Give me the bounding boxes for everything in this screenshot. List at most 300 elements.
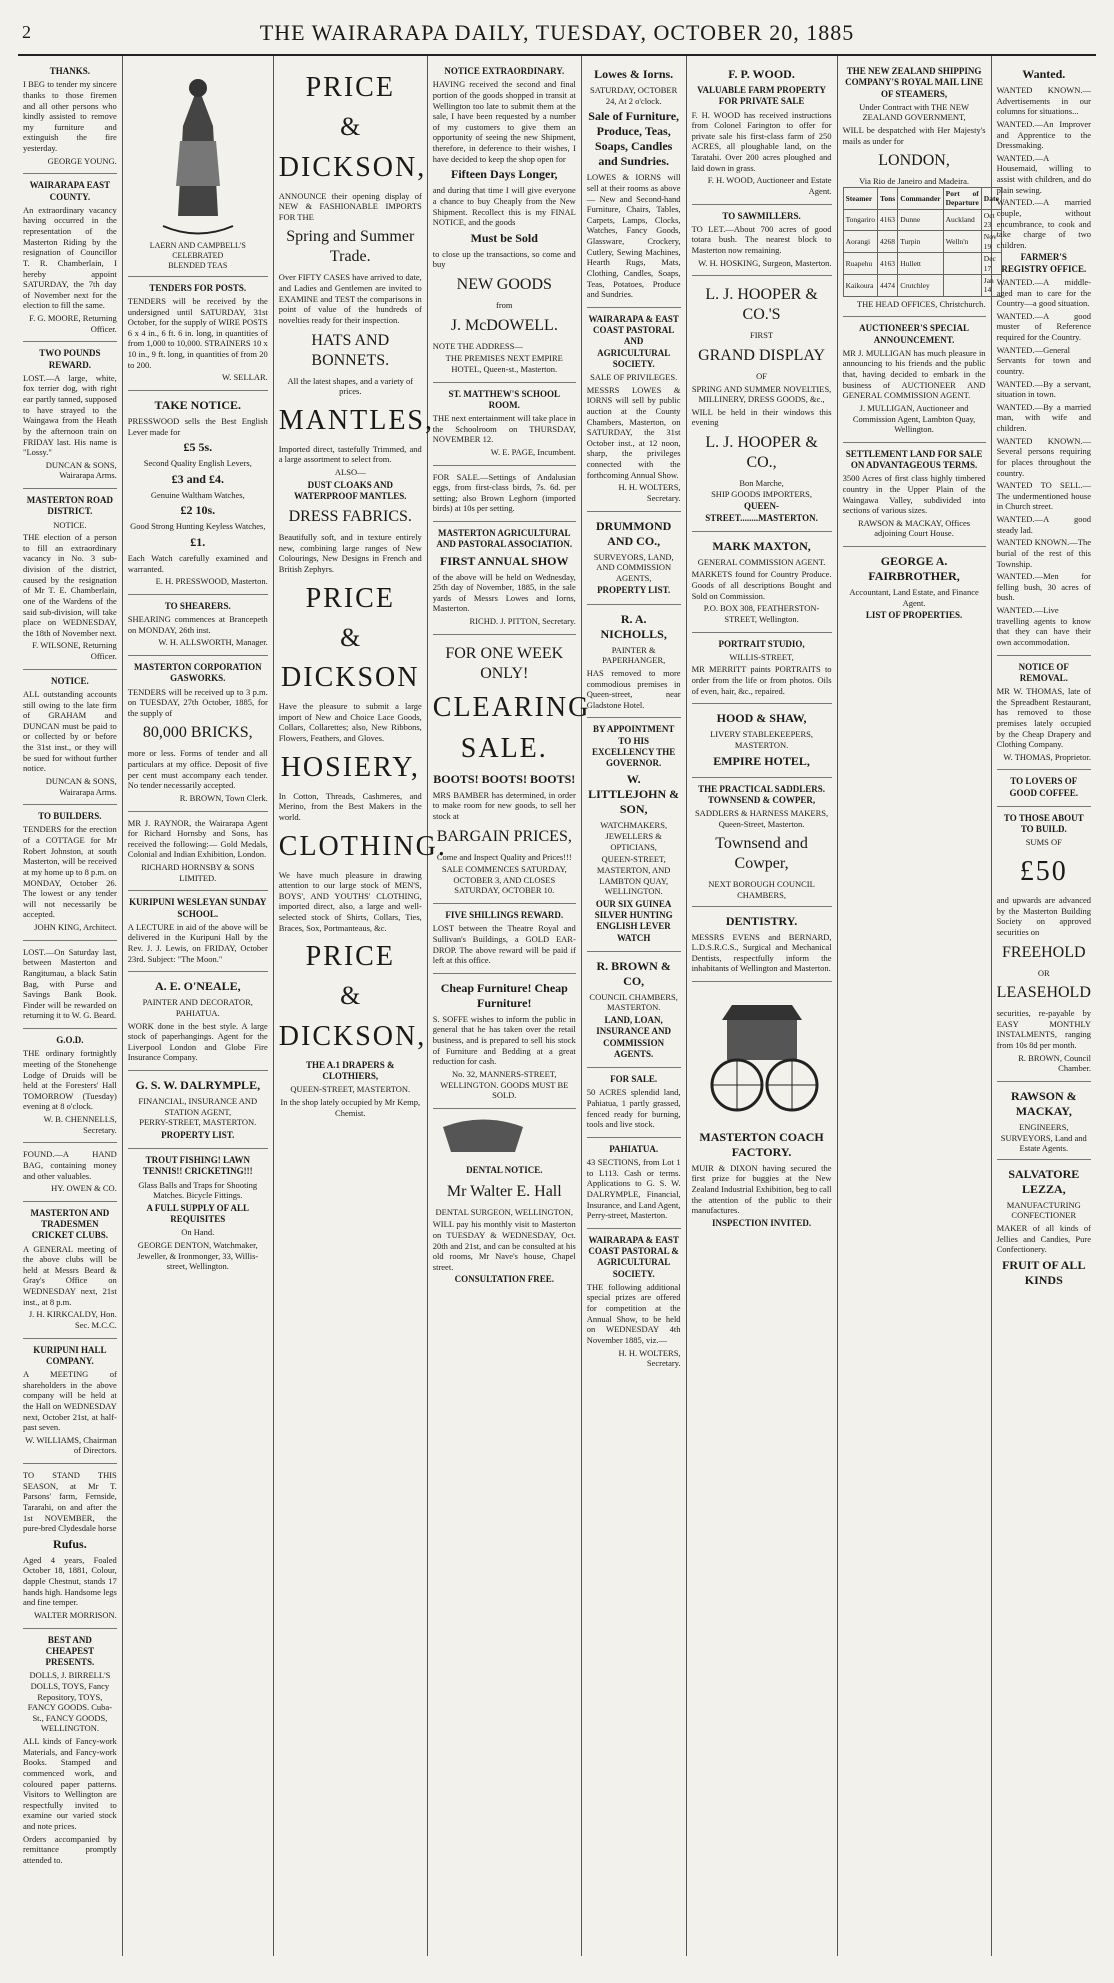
ad-heading: AUCTIONEER'S SPECIAL ANNOUNCEMENT. (859, 323, 969, 345)
ad-subheading: FINANCIAL, INSURANCE AND STATION AGENT, (138, 1096, 258, 1117)
schedule-cell: Auckland (943, 209, 981, 231)
display-line: DICKSON, (278, 151, 427, 183)
ad-signature: No. 32, MANNERS-STREET, WELLINGTON. GOODS MUST BE SOLD. (440, 1068, 569, 1101)
ad-subheading: Under Contract with THE NEW ZEALAND GOVERNMENT, (859, 101, 969, 123)
notice-ad (23, 670, 117, 806)
ad-body: Beautifully soft, and in texture entirely new, combining large ranges of New Colourings, New Designs in French and British Zephyrs. (278, 532, 422, 574)
take-notice-ad (128, 391, 268, 595)
ad-subheading: QUEEN-STREET, MASTERTON. (290, 1084, 411, 1095)
ad-body: Imported direct, tastefully Trimmed, and a large assortment to select from. (278, 443, 422, 465)
classified-item: WANTED KNOWN.—Advertisements in our columns for situations... (996, 85, 1091, 117)
ad-body: Second Quality English Levers, (143, 458, 252, 469)
nicholls-ad (587, 605, 681, 719)
ad-body: more or less. Forms of tender and all particulars at my office. Deposit of five per cent must accompany each tender. No tender necessarily accepted. (127, 748, 268, 791)
road-district-ad (23, 489, 117, 670)
column-2 (123, 56, 274, 1956)
ad-signature: WALTER MORRISON. (33, 1609, 117, 1620)
classified-item: WANTED.—By a servant, situation in town. (996, 378, 1091, 400)
ad-body: 3500 Acres of first class highly timbered country in the Upper Plain of the Waingawa Valley, subdivided into sections of various sizes. (842, 473, 986, 516)
ad-heading: THE A.1 DRAPERS & CLOTHIERS, (306, 1059, 395, 1081)
stud-ad (23, 1464, 117, 1629)
column-7 (838, 56, 999, 1956)
ad-heading: F. P. WOOD. (728, 67, 795, 81)
lowes-iorns-ad (587, 60, 681, 308)
ad-signature: F. H. WOOD, Auctioneer and Estate Agent. (707, 175, 832, 196)
ad-subheading: SALE OF PRIVILEGES. (590, 372, 678, 382)
display-line: & (340, 112, 361, 141)
hall-ad (23, 1339, 117, 1465)
coach-factory-ad (692, 982, 832, 1236)
ad-heading: SETTLEMENT LAND FOR SALE ON ADVANTAGEOUS TERMS. (845, 448, 983, 470)
ad-body: On Hand. (181, 1227, 215, 1238)
display-line: L. J. HOOPER & CO.'S (705, 286, 818, 324)
settlement-ad (843, 443, 986, 547)
ad-heading: MASTERTON AGRICULTURAL AND PASTORAL ASSOCIATION. (436, 528, 573, 550)
ad-signature: E. H. PRESSWOOD, Masterton. (155, 576, 268, 587)
display-line: Spring and Summer Trade. (286, 228, 415, 266)
ad-subheading: PAINTER AND DECORATOR, PAHIATUA. (142, 997, 253, 1018)
five-shillings-ad (433, 904, 576, 974)
ad-body: We have much pleasure in drawing attention to our large stock of MEN'S, BOYS', AND YOUTHS' CLOTHING, imported direct, also, a large and well-selected stock of Shirts, Collars, Ties, Braces, Sox, Portmanteaus, &c. (278, 869, 422, 933)
ad-heading: TO SHEARERS. (164, 600, 231, 611)
ad-footer: In the shop lately occupied by Mr Kemp, Chemist. (280, 1096, 421, 1118)
ad-body: THE PREMISES NEXT EMPIRE HOTEL, Queen-st., Masterton. (445, 353, 563, 374)
display-line: FREEHOLD (1002, 943, 1086, 961)
ad-signature: J. MULLIGAN, Auctioneer and Commission Agent, Lambton Quay, Wellington. (852, 402, 976, 435)
ad-subheading: MANUFACTURING CONFECTIONER (1006, 1199, 1081, 1221)
ad-heading: MARK MAXTON, (712, 538, 811, 553)
ad-signature: GEORGE DENTON, Watchmaker, Jeweller, & Ironmonger, 33, Willis-street, Wellington. (137, 1240, 259, 1272)
schedule-header-cell: Steamer (843, 187, 877, 209)
ad-heading: PAHIATUA. (609, 1143, 659, 1154)
dentistry-ad (692, 907, 832, 983)
logo-bottom-text: BLENDED TEAS (168, 260, 228, 270)
ad-footer: INSPECTION INVITED. (712, 1217, 812, 1228)
presents-ad (23, 1629, 117, 1873)
ad-heading: A. E. O'NEALE, (154, 979, 241, 994)
shipping-ad (842, 60, 999, 317)
ad-signature: W. H. HOSKING, Surgeon, Masterton. (698, 257, 832, 268)
schedule-cell: 4163 (878, 253, 898, 275)
ad-signature: DUNCAN & SONS, Wairarapa Arms. (45, 459, 117, 481)
lost-ad (23, 941, 117, 1029)
ad-body: MR J. RAYNOR, the Wairarapa Agent for Richard Hornsby and Sons, has received the following:— Gold Medals, Colonial and Indian Exhibition, London. (127, 817, 268, 860)
ad-body: All the latest shapes, and a variety of prices. (287, 375, 414, 397)
schedule-cell: Crutchley (898, 274, 943, 296)
ad-heading: TO SAWMILLERS. (722, 210, 801, 221)
ad-heading: LIST OF PROPERTIES. (865, 610, 963, 621)
display-line: NEW GOODS (456, 276, 552, 293)
schedule-cell: Oct 23 (981, 209, 1001, 231)
ad-body: THE election of a person to fill an extraordinary vacancy in No. 3 sub-division of the district, caused by the resignation of Mr T. E. Chamberlain, one of the Wardens of the said sub-division, will take place on WEDNESDAY, the 18th of November next. (23, 532, 117, 638)
ad-heading: Wanted. (1022, 67, 1066, 81)
ad-heading: Lowes & Iorns. (594, 67, 674, 81)
ad-subheading: DENTAL SURGEON, WELLINGTON, (435, 1206, 574, 1217)
ad-body: MESSRS LOWES & IORNS will sell by public auction at the County Chambers, Masterton, on SATURDAY, the 31st October inst., at 12 noon, sharp, the privileges connected with the forthcoming Annual Show. (586, 384, 681, 480)
littlejohn-ad (587, 718, 681, 951)
ad-heading: DENTAL NOTICE. (466, 1165, 543, 1176)
ad-body: THE following additional special prizes are offered for competition at the Annual Show, to be held on WEDNESDAY 4th November 1885, viz.— (586, 1281, 681, 1345)
tea-figure-logo (128, 66, 268, 236)
god-ad (23, 1029, 117, 1143)
ad-heading: KURIPUNI WESLEYAN SUNDAY SCHOOL. (129, 897, 267, 919)
ad-body: LOST between the Theatre Royal and Sullivan's Buildings, a GOLD EAR-DROP. The above reward will be paid if left at this office. (432, 923, 576, 966)
logo-mid-text: CELEBRATED (172, 250, 224, 260)
ad-heading: MASTERTON AND TRADESMEN CRICKET CLUBS. (30, 1207, 110, 1241)
table-row (843, 274, 1001, 296)
ad-heading: FOR SALE. (610, 1074, 658, 1084)
ad-heading: VALUABLE FARM PROPERTY FOR PRIVATE SALE (697, 85, 826, 107)
ad-body: MR W. THOMAS, late of the Spreadbent Restaurant, has removed to those premises lately occupied by the Cheap Drapery and Clothing Company. (996, 686, 1091, 750)
ad-signature: RAWSON & MACKAY, Offices adjoining Court House. (858, 517, 971, 539)
found-ad (23, 1143, 117, 1202)
ad-body: SHEARING commences at Brancepeth on MONDAY, 26th inst. (127, 614, 268, 635)
display-line: DICKSON, (278, 1020, 427, 1052)
ad-heading: FIRST ANNUAL SHOW (440, 553, 569, 568)
show-ad (433, 522, 576, 635)
display-line: SALE. (460, 732, 548, 764)
ad-heading: TO LOVERS OF GOOD COFFEE. (1009, 776, 1079, 798)
ad-heading: WAIRARAPA & EAST COAST PASTORAL AND AGRICULTURAL SOCIETY. (588, 313, 679, 369)
hooper-ad (692, 276, 832, 532)
ad-heading: WAIRARAPA EAST COUNTY. (29, 180, 111, 202)
ad-body: FOR SALE.—Settings of Andalusian eggs, from first-class birds, 7s. 6d. per setting; also Brown Leghorn (imported birds) at 10s per setting. (432, 471, 576, 514)
ad-heading: MASTERTON COACH FACTORY. (699, 1129, 824, 1159)
ad-body: ALSO— (334, 467, 366, 477)
ad-heading: HOOD & SHAW, (716, 711, 807, 726)
ad-body: WILL be despatched with Her Majesty's mails as under for (842, 125, 986, 146)
ad-signature: W. B. CHENNELLS, Secretary. (43, 1114, 117, 1135)
classified-item: WANTED KNOWN.—The burial of the rest of this Township. (996, 537, 1091, 569)
display-line: LONDON, (878, 152, 950, 170)
gasworks-ad (128, 656, 268, 812)
wanted-ad (997, 60, 1091, 656)
display-line: FOR ONE WEEK ONLY! (445, 644, 564, 682)
ad-body: MESSRS EVENS and BERNARD, L.D.S.R.C.S., Surgical and Mechanical Dentists, respectfully inform the inhabitants of Wellington and Masterton. (691, 931, 832, 974)
classified-item: WANTED.—By a married man, with wife and children. (996, 401, 1091, 433)
ad-signature: DUNCAN & SONS, Wairarapa Arms. (45, 775, 117, 797)
raynor-ad (128, 812, 268, 892)
ad-body: of the above will be held on Wednesday, 25th day of November, 1885, in the sale yards of Messrs Lowes and Iorns, Masterton. (432, 571, 576, 614)
ad-heading: W. LITTLEJOHN & SON, (588, 772, 680, 817)
price-line: £2 10s. (180, 503, 216, 518)
ad-heading: NOTICE OF REMOVAL. (1018, 661, 1069, 683)
ad-body: SPRING AND SUMMER NOVELTIES, MILLINERY, DRESS GOODS, &c., (691, 383, 832, 405)
ad-subheading: LIVERY STABLEKEEPERS, MASTERTON. (710, 729, 814, 750)
ad-heading: MASTERTON CORPORATION GASWORKS. (133, 662, 262, 684)
ad-subheading: DOLLS, J. BIRRELL'S DOLLS, TOYS, Fancy Repository, TOYS, FANCY GOODS. Cuba-St., FANCY GOODS, WELLINGTON. (27, 1670, 113, 1734)
ad-body: THE ordinary fortnightly meeting of the Stonehenge Lodge of Druids will be held at the Foresters' Hall TOMORROW (Tuesday) evening at 8 o'clock. (23, 1048, 117, 1112)
mcdowell-ad (433, 60, 576, 383)
ad-heading: LAND, LOAN, INSURANCE AND COMMISSION AGENTS. (596, 1015, 672, 1059)
logo-top-text: LAERN AND CAMPBELL'S (149, 240, 246, 250)
dental-illustration (433, 1117, 533, 1157)
dalrymple-ad (128, 1071, 268, 1149)
ad-body: Have the pleasure to submit a large import of New and Choice Lace Goods, Collars, Collarettes; also, New Ribbons, Flowers, Feathers, and Gloves. (278, 701, 422, 743)
table-row (843, 231, 1001, 253)
ad-signature: R. BROWN, Council Chamber. (1018, 1052, 1091, 1074)
columns (18, 56, 1096, 1956)
ad-heading: FIVE SHILLINGS REWARD. (445, 910, 564, 920)
ad-signature: HY. OWEN & CO. (51, 1183, 117, 1194)
ad-heading: RAWSON & MACKAY, (1010, 1088, 1077, 1118)
ad-subheading: Accountant, Land Estate, and Finance Agent. (849, 587, 979, 608)
ad-body: and upwards are advanced by the Masterton Building Society on approved securities on (996, 895, 1091, 937)
ad-body: FIRST (749, 330, 774, 341)
display-line: J. McDOWELL. (450, 316, 558, 334)
column-3 (274, 56, 447, 1956)
removal-ad (997, 656, 1091, 771)
ad-signature: J. H. KIRKCALDY, Hon. Sec. M.C.C. (28, 1309, 117, 1330)
ad-heading: PROPERTY LIST. (161, 1129, 235, 1140)
ad-body: SALE COMMENCES SATURDAY, OCTOBER 3, AND CLOSES SATURDAY, OCTOBER 10. (441, 864, 567, 896)
ad-signature: H. H. WOLTERS, Secretary. (618, 1347, 681, 1369)
display-line: 80,000 BRICKS, (142, 724, 253, 742)
classified-item: WANTED KNOWN.—Several persons requiring for places throughout the country. (996, 435, 1091, 478)
builders-ad (23, 805, 117, 941)
schedule-header-cell: Tons (878, 187, 898, 209)
ad-body: TO LET.—About 700 acres of good totara bush. The nearest block to Masterton now remaining. (691, 223, 832, 255)
price-line: £1. (190, 535, 206, 549)
ad-body: TENDERS will be received by the undersigned until SATURDAY, 31st October, for the supply of WIRE POSTS 6 x 4 in., 6 ft. 6 in. long, in quantities of from 1,000 to 10,000. STRAINERS 10 x 10 in., 9 ft. long, in quantities of from 20 to 200. (127, 295, 268, 370)
ad-signature: R. BROWN, Town Clerk. (179, 792, 268, 803)
display-line: MANTLES, (278, 404, 435, 436)
ad-body: and during that time I will give everyone a chance to buy Cheaply from the New Shipment. Recollect this is my FINAL NOTICE, and the goods (432, 185, 576, 228)
ad-body: An extraordinary vacancy having occurred in the representation of the Masterton Riding by the resignation of Councillor T. R. Chamberlain, I hereby appoint SATURDAY, the 7th day of November next for the election to fill the same. (23, 204, 117, 311)
ad-body: Genuine Waltham Watches, (150, 489, 245, 500)
display-line: CLEARING (432, 691, 591, 723)
ad-heading: QUEEN-STREET........MASTERTON. (705, 501, 818, 523)
ad-signature: THE HEAD OFFICES, Christchurch. (856, 298, 986, 309)
column-6 (687, 56, 838, 1956)
ad-signature: W. WILLIAMS, Chairman of Directors. (25, 1434, 117, 1456)
eggs-ad (433, 466, 576, 523)
ad-subheading: GENERAL COMMISSION AGENT. (697, 556, 826, 567)
ad-body: OR (1037, 967, 1050, 978)
ad-body: Aged 4 years, Foaled October 18, 1881, Colour, dapple Chestnut, stands 17 hands high. Handsome legs and fine temper. (23, 1554, 117, 1608)
ad-body: QUEEN-STREET, MASTERTON, AND LAMBTON QUAY, WELLINGTON. (596, 854, 671, 897)
table-row (843, 209, 1001, 231)
ad-subheading: WATCHMAKERS, JEWELLERS & OPTICIANS, (600, 820, 668, 852)
schedule-cell: Aorangi (843, 231, 877, 253)
ad-heading: TROUT FISHING! LAWN TENNIS!! CRICKETING!!! (142, 1155, 253, 1177)
horse-name: Rufus. (53, 1536, 87, 1551)
ad-signature: F. G. MOORE, Returning Officer. (29, 313, 117, 334)
ad-heading: BEST AND CHEAPEST PRESENTS. (45, 1634, 95, 1667)
ad-body: TENDERS will be received up to 3 p.m. on TUESDAY, 27th October, 1885, for the supply of (127, 686, 268, 718)
column-8 (992, 56, 1096, 1956)
ad-body: Good Strong Hunting Keyless Watches, (130, 521, 266, 532)
furniture-ad (433, 974, 576, 1109)
display-line: Mr Walter E. Hall (446, 1182, 562, 1200)
ad-subheading: NEXT BOROUGH COUNCIL CHAMBERS, (708, 879, 815, 900)
ad-signature: P.O. BOX 308, FEATHERSTON-STREET, Wellington. (703, 603, 820, 624)
ad-heading: ST. MATTHEW'S SCHOOL ROOM. (448, 388, 560, 410)
display-line: GRAND DISPLAY (698, 346, 826, 364)
ad-subheading: PAINTER & PAPERHANGER, (602, 644, 666, 666)
display-line: DICKSON (281, 662, 420, 694)
ad-subheading: ENGINEERS, SURVEYORS, Land and Estate Agents. (1000, 1121, 1087, 1154)
classified-item: WANTED.—A good steady lad. (996, 514, 1091, 535)
classified-item: WANTED.—A married couple, without encumbrance, to cook and take charge of two children. (996, 197, 1091, 250)
building-society-ad (997, 807, 1091, 1082)
drummond-ad (587, 512, 681, 605)
ad-subheading: COUNCIL CHAMBERS, MASTERTON. (589, 991, 678, 1013)
display-line: HATS AND BONNETS. (311, 331, 390, 369)
schedule-header-cell: Commander (898, 187, 943, 209)
ad-signature: JOHN KING, Architect. (34, 922, 117, 932)
ad-heading: R. BROWN & CO, (596, 958, 671, 988)
ad-subheading: NOTICE. (53, 519, 87, 530)
ad-subheading: Via Rio de Janeiro and Madeira. (859, 176, 970, 187)
ad-heading: THANKS. (49, 66, 91, 76)
price-dickson-ad (278, 60, 447, 1125)
sawmillers-ad (692, 205, 832, 277)
ad-signature: F. WILSONE, Returning Officer. (32, 640, 117, 661)
ad-body: HAVING received the second and final portion of the goods shopped in transit at Wellington too late to submit them at the sale, I have been requested by a number of my customers to give them an opportunity of seeing the new Shipment, therefore, in deference to their wishes, I have decided to keep the shop open for (432, 79, 576, 164)
ad-heading: DUST CLOAKS AND WATERPROOF MANTLES. (294, 479, 407, 501)
ad-body: LOST.—On Saturday last, between Masterton and Rangitumau, a black Satin Bag, with Purse and Savings Bank Book. Finder will be rewarded on returning it to W. G. Beard. (23, 946, 117, 1021)
ad-heading: Cheap Furniture! Cheap Furniture! (440, 980, 568, 1010)
schedule-cell: Kaikoura (843, 274, 877, 296)
ad-body: A MEETING of shareholders in the above company will be held at the Hall on WEDNESDAY next, October 21st, at half-past seven. (23, 1369, 117, 1433)
ad-subheading: SADDLERS & HARNESS MAKERS, Queen-Street, Masterton. (694, 808, 829, 829)
ad-body: F. H. WOOD has received instructions from Colonel Farington to offer for private sale his first-class farm of 250 ACRES, all ploughable land, on the Taratahi. Over 200 acres ploughed and laid down in grass. (691, 109, 832, 173)
display-line: Must be Sold (470, 230, 538, 245)
price-line: £3 and £4. (171, 471, 224, 486)
ad-body: MR MERRITT paints PORTRAITS to order from the life or from photos. Oils of even, hair, &c., repaired. (691, 664, 832, 696)
ad-body: ALL kinds of Fancy-work Materials, and Fancy-work Books. Stamped and commenced work, and coloured paper patterns. Visitors to Wellington are respectfully invited to examine our varied stock and note prices. (23, 1736, 117, 1831)
classified-item: WANTED.—A Housemaid, willing to assist with children, and do plain sewing. (996, 152, 1091, 195)
ad-heading: R. A. NICHOLLS, (600, 611, 667, 641)
ad-subheading: SURVEYORS, LAND, AND COMMISSION AGENTS, (593, 551, 674, 583)
column-4 (428, 56, 591, 1956)
ad-body: MR J. MULLIGAN has much pleasure in announcing to his friends and the public that, having decided to embark in the business of AUCTIONEER AND GENERAL COMMISSION AGENT. (842, 347, 986, 401)
ad-signature: W. E. PAGE, Incumbent. (490, 446, 576, 457)
rawson-ad (997, 1082, 1091, 1160)
carriage-illustration (692, 990, 832, 1120)
schedule-cell: 4268 (878, 231, 898, 253)
sunday-school-ad (128, 891, 268, 972)
display-line: PRICE (305, 941, 395, 973)
page-number: 2 (22, 22, 32, 42)
classified-item: WANTED.—Live travelling agents to know that they can have their own accommodation. (996, 605, 1091, 647)
ad-body: A LECTURE in aid of the above will be delivered in the Kuripuni Hall by the Rev. J. J. Lewis, on FRIDAY, October 23rd. Subject: "The Moon." (127, 921, 268, 964)
townsend-ad (692, 778, 832, 907)
schedule-cell: 4163 (878, 209, 898, 231)
display-line: & (340, 981, 361, 1011)
ad-body: TO STAND THIS SEASON, at Mr T. Parsons' farm, Fernside, Tararahi, on and after the 1st NOVEMBER, the pure-bred Clydesdale horse (23, 1470, 117, 1534)
wood-ad (692, 60, 832, 205)
ad-body: A GENERAL meeting of the above clubs will be held at Messrs Beard & Gray's Office on WEDNESDAY next, 21st inst., at 8 p.m. (23, 1243, 117, 1307)
display-line: Townsend and Cowper, (715, 835, 808, 873)
display-line: BOOTS! BOOTS! BOOTS! (433, 771, 576, 786)
privileges-ad (587, 308, 681, 512)
display-line: PRICE (305, 582, 395, 614)
ad-heading: EMPIRE HOTEL, (713, 753, 810, 768)
mulligan-ad (843, 317, 986, 443)
classified-item: WANTED.—General Servants for town and country. (996, 344, 1091, 376)
ad-signature: GEORGE YOUNG. (47, 155, 117, 166)
display-line: HOSIERY, (280, 751, 420, 783)
sailing-schedule (843, 187, 1002, 297)
ad-heading: TO THOSE ABOUT TO BUILD. (1003, 812, 1084, 835)
reward-ad (23, 342, 117, 489)
ad-body: to close up the transactions, so come and buy (432, 248, 576, 270)
dental-ad (433, 1109, 576, 1293)
schedule-header-cell: Date (981, 187, 1001, 209)
ad-body: In Cotton, Threads, Cashmeres, and Merino, from the Best Makers in the world. (278, 790, 422, 822)
ad-heading: PROPERTY LIST. (597, 585, 671, 596)
ad-heading: TAKE NOTICE. (154, 397, 242, 412)
ad-body: FOUND.—A HAND BAG, containing money and other valuables. (23, 1149, 117, 1181)
schedule-cell: 4474 (878, 274, 898, 296)
ad-heading: DRUMMOND AND CO., (596, 518, 672, 548)
classified-item: WANTED.—An Improver and Apprentice to the Dressmaking. (996, 118, 1091, 151)
denton-ad (128, 1149, 268, 1279)
ad-heading: WAIRARAPA & EAST COAST PASTORAL & AGRICULTURAL SOCIETY. (588, 1234, 679, 1279)
for-sale-ad (587, 1068, 681, 1138)
pahiatua-ad (587, 1138, 681, 1229)
ad-footer: Each Watch carefully examined and warranted. (127, 553, 268, 574)
ad-heading: TWO POUNDS REWARD. (39, 348, 101, 370)
ad-subheading: WILLIS-STREET, (729, 651, 794, 662)
ad-body: SUMS OF (1025, 837, 1062, 848)
ad-footer: Orders accompanied by remittance promptly attended to. (23, 1833, 117, 1865)
ad-heading: A FULL SUPPLY OF ALL REQUISITES (146, 1202, 250, 1225)
maxton-ad (692, 532, 832, 633)
display-line: PRICE (305, 72, 395, 103)
schedule-cell: Nov 19 (981, 231, 1001, 253)
ad-body: from (496, 300, 513, 310)
ad-heading: GEORGE A. FAIRBROTHER, (868, 554, 960, 583)
column-1 (18, 56, 123, 1956)
ad-signature: RICHARD HORNSBY & SONS LIMITED. (141, 862, 255, 883)
ad-signature: W. SELLAR. (222, 372, 268, 383)
display-line: FRUIT OF ALL KINDS (1002, 1257, 1086, 1287)
schedule-cell (943, 253, 981, 275)
ad-body: NOTE THE ADDRESS— (432, 340, 523, 351)
ad-heading: SALVATORE LEZZA, (1008, 1166, 1080, 1196)
display-line: Sale of Furniture, Produce, Teas, Soaps, Candles and Sundries. (588, 109, 680, 169)
tenders-posts-ad (128, 277, 268, 391)
ad-body: I BEG to tender my sincere thanks to those firemen and all other persons who kindly assisted to remove my furniture and extinguish the fire yesterday. (23, 79, 117, 153)
classified-item: WANTED TO SELL.—The undermentioned house in Church street. (996, 480, 1091, 512)
ad-body: Bon Marche, (739, 478, 784, 488)
schedule-cell: Dec 17 (981, 253, 1001, 275)
hood-shaw-ad (692, 704, 832, 777)
ad-heading: DENTISTRY. (725, 913, 798, 928)
table-row (843, 253, 1001, 275)
ad-body: LOWES & IORNS will sell at their rooms as above— New and Second-hand Furniture, Chairs, Tables, Carpets, Lamps, Clocks, Watches, Fancy Goods, Glassware, Crockery, Cutlery, Sewing Machines, Hearth Rugs, Mats, Clothing, Candles, Soaps, Teas, Potatoes, Produce and Sundries. (586, 172, 681, 300)
ad-heading: TENDERS FOR POSTS. (149, 282, 247, 293)
county-ad (23, 174, 117, 342)
shearers-ad (128, 595, 268, 656)
ad-heading: KURIPUNI HALL COMPANY. (33, 1344, 107, 1366)
ad-heading: NOTICE. (51, 675, 89, 686)
lezza-ad (997, 1160, 1091, 1296)
ad-signature: RICHD. J. PITTON, Secretary. (469, 616, 576, 626)
coffee-ad (997, 770, 1091, 807)
schedule-header-cell: Port of Departure (943, 187, 981, 209)
display-line: L. J. HOOPER & CO., (705, 434, 818, 471)
ad-body: Over FIFTY CASES have arrived to date, and Ladies and Gentlemen are invited to EXAMINE and TEST the comparisons in point of value of the hundreds of novelties ready for their inspection. (278, 272, 422, 325)
society-ad (587, 1229, 681, 1376)
ad-body: MUIR & DIXON having secured the first prize for buggies at the New Zealand Industrial Exhibition, beg to call the attention of the public to their manufactures. (691, 1162, 832, 1216)
display-line: BARGAIN PRICES, (436, 827, 572, 845)
ad-body: OF (756, 370, 767, 381)
bamber-ad (432, 635, 591, 904)
